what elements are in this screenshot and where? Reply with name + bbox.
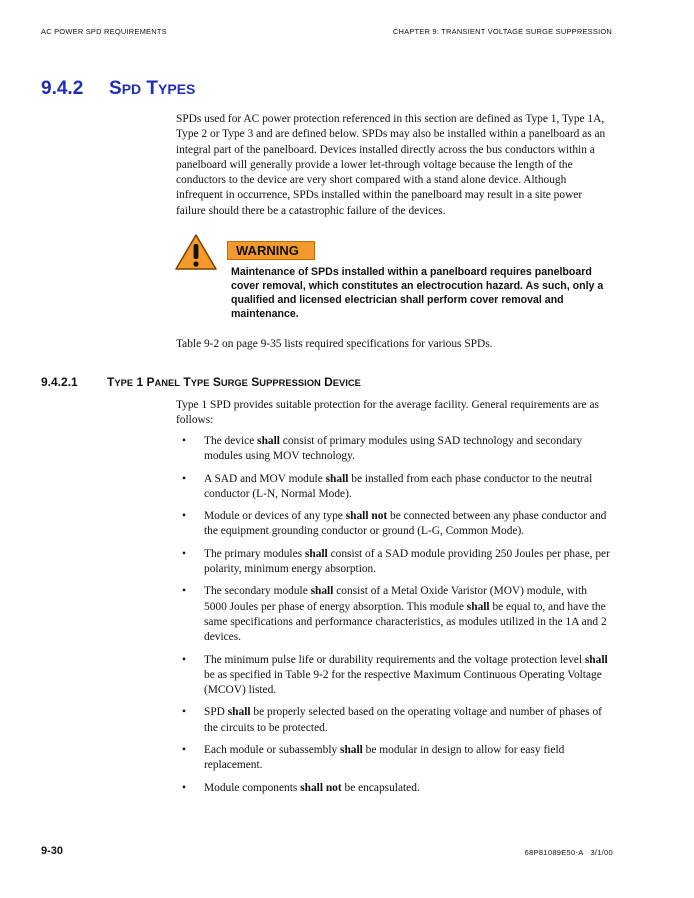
subsection-heading [41,375,361,389]
list-item: • Module or devices of any type shall not be connected between any phase conductor and the equipment grounding conductor or ground (L-G, Common Mode). [182,510,607,538]
warning-triangle-icon [175,234,217,270]
running-header-right-text: CHAPTER 9: TRANSIENT VOLTAGE SURGE SUPPRESSION [392,27,612,36]
bullet-icon: • [182,585,186,598]
list-item: • A SAD and MOV module shall be installed from each phase conductor to the neutral conductor (L-N, Normal Mode). [182,472,593,500]
bullet-icon: • [182,744,186,757]
bullet-icon: • [182,706,186,719]
bullet-icon: • [182,653,186,666]
running-header-left [41,27,167,36]
list-item: • The primary modules shall consist of a SAD module providing 250 Joules per phase, per polarity, minimum energy absorption. [182,547,610,576]
list-item: • The device shall consist of primary modules using SAD technology and secondary modules using MOV technology. [182,435,583,463]
warning-label: WARNING [227,241,315,260]
subsection-number: 9.4.2.1 [41,375,78,389]
table-reference: Table 9-2 on page 9-35 lists required specifications for various SPDs. [176,338,493,350]
list-item: • The secondary module shall consist of a Metal Oxide Varistor (MOV) module, with 5000 Joules per phase of energy absorption. This module shall be equal to, and have the same specifications and performance characteristics, as modules utilized in the 1A and 2 devices. [182,585,607,644]
list-item: • The minimum pulse life or durability requirements and the voltage protection level shall be as specified in Table 9-2 for the respective Maximum Continuous Operating Voltage (MCOV) listed. [182,653,608,697]
requirements-list [176,434,612,803]
bullet-icon: • [182,435,186,447]
list-item: • Each module or subassembly shall be modular in design to allow for easy field replacement. [182,744,565,772]
warning-text: Maintenance of SPDs installed within a panelboard requires panelboard cover removal, which constitutes an electrocution hazard. As such, only a qualified and licensed electrician shall perform cover removal and maintenance. [231,266,604,320]
section-number: 9.4.2 [41,78,84,99]
bullet-icon: • [182,781,186,794]
running-header-right [393,27,612,36]
section-heading [41,78,195,100]
document-id: 68P81089E50-A 3/1/00 [524,848,613,857]
list-item: • SPD shall be properly selected based on the operating voltage and number of phases of the circuits to be protected. [182,706,602,734]
bullet-icon: • [182,472,186,485]
bullet-icon: • [182,547,186,560]
bullet-icon: • [182,510,186,523]
running-header-left-text: AC POWER SPD REQUIREMENTS [41,27,167,36]
subsection-title: TYPE 1 PANEL TYPE SURGE SUPPRESSION DEVICE [107,375,361,389]
list-item: • Module components shall not be encapsulated. [176,781,612,796]
subsection-intro: Type 1 SPD provides suitable protection for the average facility. General requirements are as follows: [176,399,599,427]
intro-paragraph: SPDs used for AC power protection referenced in this section are defined as Type 1, Type 1A, Type 2 or Type 3 and are defined below. SPDs may also be installed within a panelboard as an integral part of the panelboard. Devices installed directly across the bus conductors within a panelboard will generally provide a lower let-through voltage because the length of the conductors to the device are very short compared with a stand alone device. Although infrequent in occurrence, SPDs installed within the panelboard may result in a site power failure should there be a catastrophic failure of the devices. [176,113,606,217]
section-title: SPD TYPES [109,78,196,99]
page-number: 9-30 [41,845,64,857]
